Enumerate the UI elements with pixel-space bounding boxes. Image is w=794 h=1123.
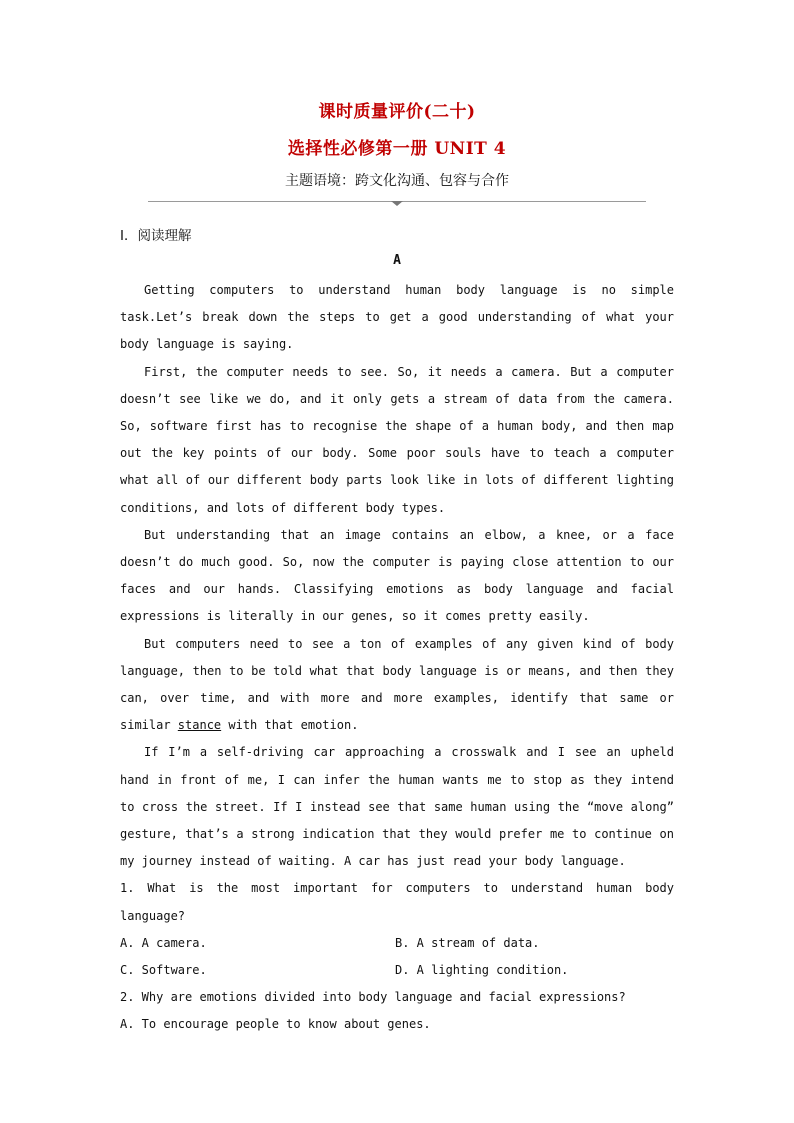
option-b: B. A stream of data. [395, 935, 540, 950]
theme-line: 主题语境：跨文化沟通、包容与合作 [285, 173, 509, 189]
question-2-option-a: A. To encourage people to know about genes. [120, 1017, 431, 1032]
passage-letter: A [393, 253, 401, 268]
section-heading: Ⅰ．阅读理解 [120, 228, 192, 244]
paragraph-5: If I’m a self-driving car approaching a crosswalk and I see an upheld hand in front of me, I can infer the human wants me to stop as they intend to cross the street. If I instead see that same human using the “move along” gesture, that’s a strong indication that they would prefer me to continue on my journey instead of waiting. A car has just read your body language. [120, 745, 674, 869]
paragraph-4-text-b: with that emotion. [221, 718, 359, 733]
option-d: D. A lighting condition. [395, 963, 569, 978]
paragraph-3: But understanding that an image contains an elbow, a knee, or a face doesn’t do much good. So, now the computer is paying close attention to our faces and our hands. Classifying emotions as body language and facial expressions is literally in our genes, so it comes pretty easily. [120, 527, 674, 624]
question-1-options-row-2 [120, 957, 674, 984]
paragraph-2: First, the computer needs to see. So, it needs a camera. But a computer doesn’t see like we do, and it only gets a stream of data from the camera. So, software first has to recognise the shape of a human body, and then map out the key points of our body. Some poor souls have to teach a computer what all of our different body parts look like in lots of different lighting conditions, and lots of different body types. [120, 364, 674, 515]
question-2-stem: 2. Why are emotions divided into body language and facial expressions? [120, 990, 626, 1005]
paragraph-4-text-a: But computers need to see a ton of examples of any given kind of body language, then to be told what that body language is or means, and then they can, over time, and with more and more examples, identify that same or similar [120, 636, 674, 733]
paragraph-1: Getting computers to understand human body language is no simple task.Let’s break down the steps to get a good understanding of what your body language is saying. [120, 283, 674, 352]
question-1-stem: 1. What is the most important for computers to understand human body language? [120, 881, 674, 923]
page-subtitle: 选择性必修第一册 UNIT 4 [287, 139, 507, 159]
option-c: C. Software. [120, 963, 207, 978]
paragraph-4 [120, 631, 674, 740]
question-1-options-row-1 [120, 930, 674, 957]
underlined-word: stance [177, 718, 222, 733]
passage-body [120, 277, 674, 1039]
page-title: 课时质量评价(二十) [318, 102, 476, 122]
divider-arrow-icon [391, 201, 403, 206]
option-a: A. A camera. [120, 935, 207, 950]
